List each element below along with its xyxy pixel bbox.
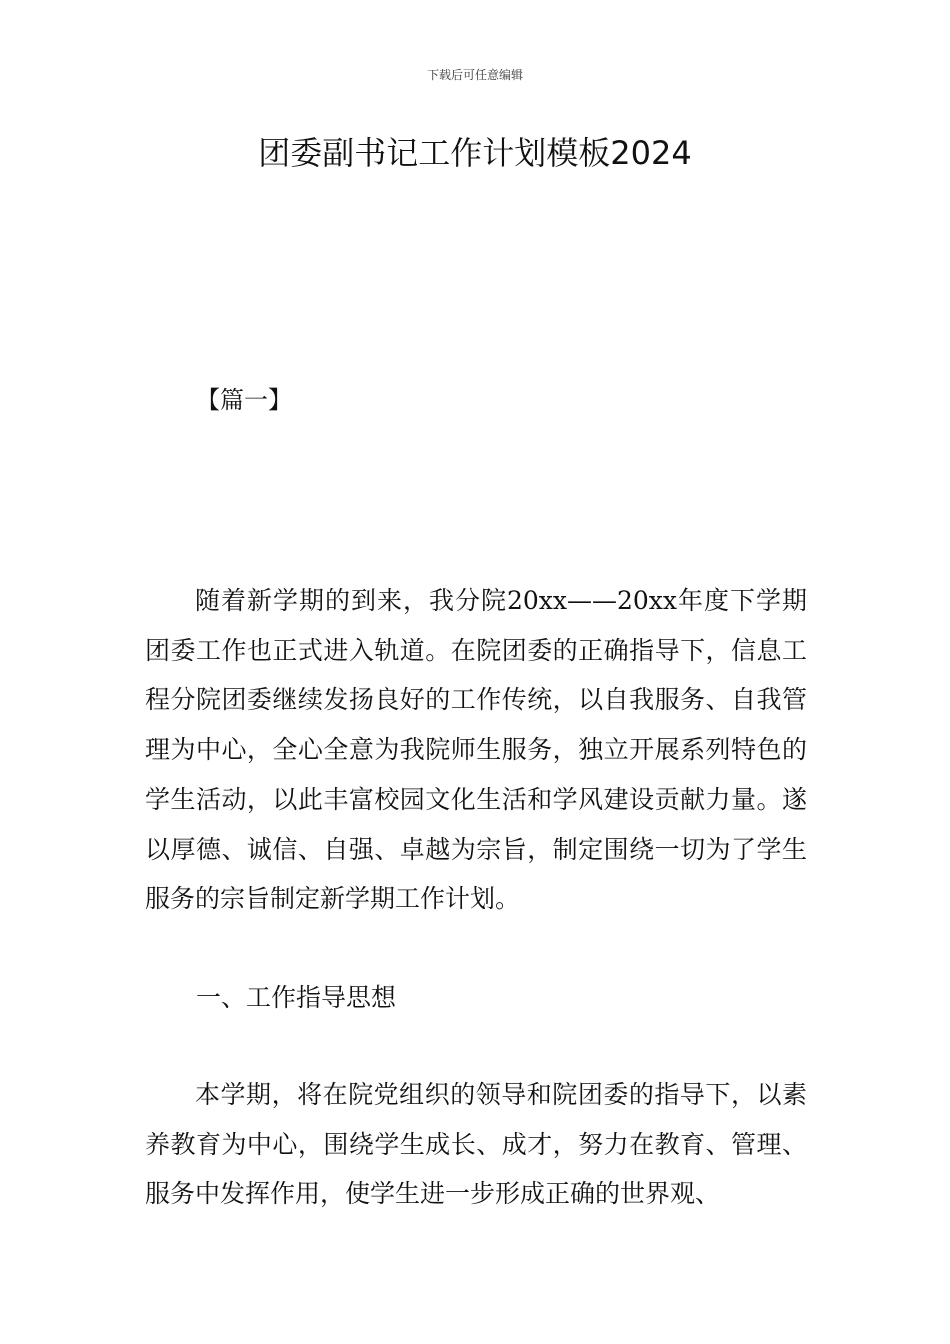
- intro-paragraph: 随着新学期的到来，我分院20xx——20xx年度下学期团委工作也正式进入轨道。在院团委的正确指导下，信息工程分院团委继续发扬良好的工作传统，以自我服务、自我管理为中心，全心全意为我院师生服务，独立开展系列特色的学生活动，以此丰富校园文化生活和学风建设贡献力量。遂以厚德、诚信、自强、卓越为宗旨，制定围绕一切为了学生服务的宗旨制定新学期工作计划。: [145, 586, 807, 914]
- body-paragraph: 本学期，将在院党组织的领导和院团委的指导下，以素养教育为中心，围绕学生成长、成才，努力在教育、管理、服务中发挥作用，使学生进一步形成正确的世界观、: [145, 1080, 807, 1209]
- section-heading: 一、工作指导思想: [196, 983, 397, 1012]
- header-note: 下载后可任意编辑: [426, 68, 523, 82]
- document-title: 团委副书记工作计划模板2024: [258, 134, 692, 172]
- section-label: 【篇一】: [196, 386, 292, 414]
